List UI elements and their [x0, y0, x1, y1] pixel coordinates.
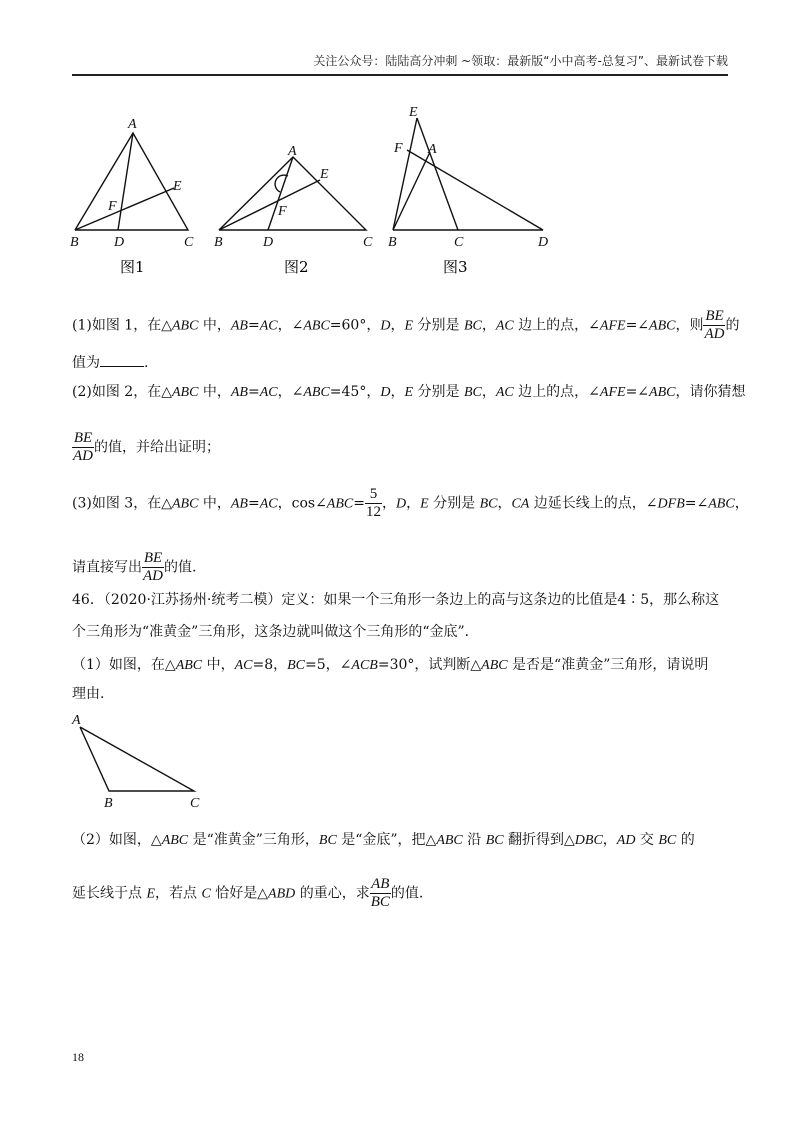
fraction-be-ad: $\frac{BE}{AD}$ [704, 308, 725, 342]
q46-part2-line2: 延长线于点 E，若点 C 恰好是△ABD 的重心，求 $\frac{AB}{BC}$ 的值. [72, 876, 424, 910]
fig4-label-a: A [72, 713, 81, 728]
fig1-label-e: E [173, 179, 182, 194]
fraction-be-ad: $\frac{BE}{AD}$ [73, 430, 93, 464]
header-divider [72, 74, 728, 76]
answer-blank[interactable] [100, 352, 144, 367]
fig2-label-c: C [363, 235, 373, 250]
q46-part1-line1: （1）如图，在△ABC 中，AC=8，BC=5，∠ACB=30°，试判断△ABC 是否是“准黄金”三角形，请说明 [72, 657, 709, 673]
fig1-label-b: B [70, 235, 79, 250]
q45-part3-line1: (3)如图 3，在△ABC 中，AB=AC，cos∠ABC= $\frac{5}{12}$ ，D，E 分别是 BC，CA 边延长线上的点，∠DFB=∠ABC， [72, 486, 749, 520]
figure-3-diagram [393, 118, 543, 230]
q46-part1-line2: 理由. [72, 686, 105, 702]
figure-2-caption: 图2 [284, 258, 309, 276]
fig2-label-e: E [320, 167, 329, 182]
q45-part1-line2: 值为 . [72, 352, 148, 373]
q46-line2: 个三角形为“准黄金”三角形，这条边就叫做这个三角形的“金底”． [72, 624, 479, 640]
fig2-label-d: D [263, 235, 274, 250]
fig3-label-f: F [394, 141, 403, 156]
figures-1-3 [60, 100, 560, 280]
fig3-label-a: A [428, 142, 437, 157]
figure-2-diagram [219, 157, 366, 230]
fig1-label-c: C [184, 235, 194, 250]
fraction-be-ad: $\frac{BE}{AD}$ [143, 550, 163, 584]
page-number: 18 [72, 1050, 84, 1064]
page-header: 关注公众号：陆陆高分冲刺 ~领取：最新版“小中高考-总复习”、最新试卷下载 [313, 54, 728, 68]
fig3-label-b: B [388, 235, 397, 250]
fig4-label-b: B [104, 796, 113, 811]
q46-line1: 46．（2020·江苏扬州·统考二模）定义：如果一个三角形一条边上的高与这条边的比值是4∶5，那么称这 [72, 592, 720, 608]
q45-part2-line2: $\frac{BE}{AD}$ 的值，并给出证明； [73, 430, 220, 464]
q45-part1-line1: (1)如图 1，在△ABC 中，AB=AC，∠ABC=60°，D，E 分别是 BC，AC 边上的点，∠AFE=∠ABC，则 $\frac{BE}{AD}$ 的 [72, 308, 740, 342]
fig1-label-d: D [114, 235, 125, 250]
q45-part3-line2: 请直接写出 $\frac{BE}{AD}$ 的值. [72, 550, 197, 584]
fig3-label-e: E [409, 105, 418, 120]
fig2-label-b: B [214, 235, 223, 250]
fraction-5-12: $\frac{5}{12}$ [365, 486, 381, 520]
fig1-label-f: F [108, 199, 117, 214]
fig3-label-c: C [454, 235, 464, 250]
q45-part2-line1: (2)如图 2，在△ABC 中，AB=AC，∠ABC=45°，D，E 分别是 BC，AC 边上的点，∠AFE=∠ABC，请你猜想 [72, 384, 746, 400]
fig1-label-a: A [128, 117, 137, 132]
fig2-label-f: F [278, 204, 287, 219]
fig4-label-c: C [190, 796, 200, 811]
fraction-ab-bc: $\frac{AB}{BC}$ [370, 876, 390, 910]
figure-4-diagram [66, 708, 216, 813]
figure-3-caption: 图3 [443, 258, 468, 276]
fig2-label-a: A [288, 144, 297, 159]
fig3-label-d: D [538, 235, 549, 250]
figure-1-caption: 图1 [120, 258, 145, 276]
q46-part2-line1: （2）如图，△ABC 是“准黄金”三角形，BC 是“金底”，把△ABC 沿 BC 翻折得到△DBC，AD 交 BC 的 [72, 832, 695, 848]
figure-1-diagram [75, 133, 188, 230]
